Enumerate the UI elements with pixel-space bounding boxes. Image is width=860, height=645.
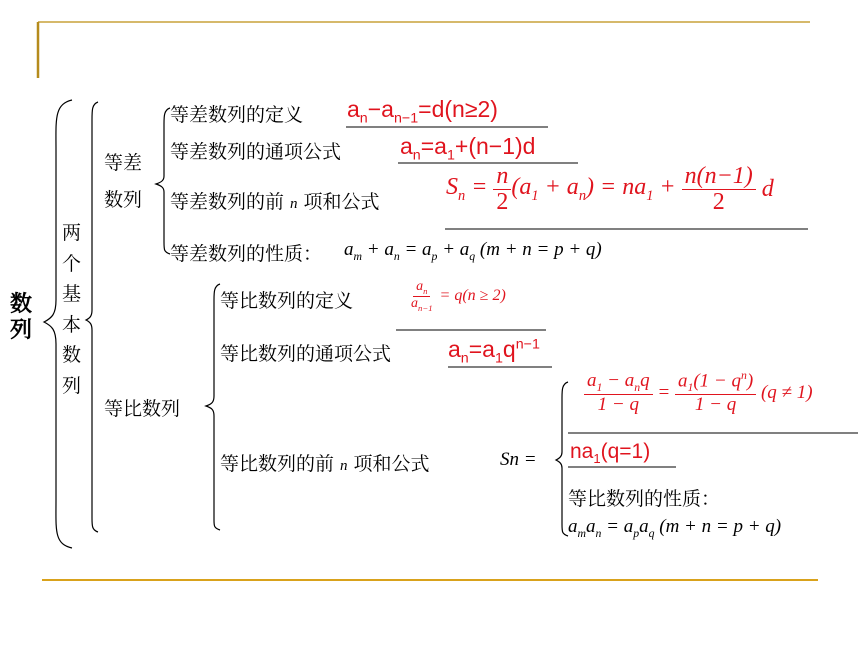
geo-general-term-label: 等比数列的通项公式: [220, 343, 392, 365]
arith-definition-label: 等差数列的定义: [170, 104, 304, 126]
geo-sum-label: 等比数列的前 n 项和公式: [220, 453, 430, 475]
geo-property-formula: $a_ma_n = a_pa_q$ (m + n = p + q): [568, 516, 782, 540]
arith-general-term-formula: $a_n=a_1+(n-1)d$: [400, 133, 536, 164]
arith-property-label: 等差数列的性质：: [170, 243, 323, 265]
arith-general-term-label: 等差数列的通项公式: [170, 141, 342, 163]
geo-sum-formula-q-not-1: $\frac{a_1 - a_nq}{1 - q}$ = $\frac{a_1(1 - q^n)}{1 - q}$ (q ≠ 1): [584, 370, 813, 415]
geo-definition-formula: $\frac{a_n}{a_{n-1}}$ = q(n ≥ 2): [411, 279, 506, 313]
geo-general-term-formula: $a_n=a_1q^{n-1}$: [448, 336, 540, 367]
arith-sum-label: 等差数列的前 n 项和公式: [170, 191, 380, 213]
geo-property-label: 等比数列的性质：: [568, 488, 721, 510]
geo-group-label: 等比数列: [104, 398, 181, 420]
root-label: 数列: [10, 292, 33, 343]
geo-sum-formula-q-1: $na_1(q=1)$: [570, 440, 651, 467]
arith-sum-formula: $S_n$ = $\frac{n}{2}$ $(a_1 + a_n) = na_1$ + $\frac{n(n-1)}{2}$ d: [446, 163, 774, 216]
geo-brace: [206, 284, 220, 530]
branch-title: 两个基本数列: [62, 222, 82, 397]
arith-property-formula: $a_m + a_n = a_p + a_q$ (m + n = p + q): [344, 239, 602, 263]
arith-group-line1: 等差: [104, 152, 143, 174]
arith-group-line2: 数列: [104, 189, 143, 211]
arith-definition-formula: $a_n-a_{n-1}=d(n\ge 2)$: [347, 96, 498, 127]
piecewise-brace: [556, 382, 568, 536]
branch-brace: [86, 102, 98, 532]
arith-brace: [156, 108, 170, 254]
geo-definition-label: 等比数列的定义: [220, 290, 354, 312]
geo-sum-symbol: Sn =: [500, 449, 537, 470]
